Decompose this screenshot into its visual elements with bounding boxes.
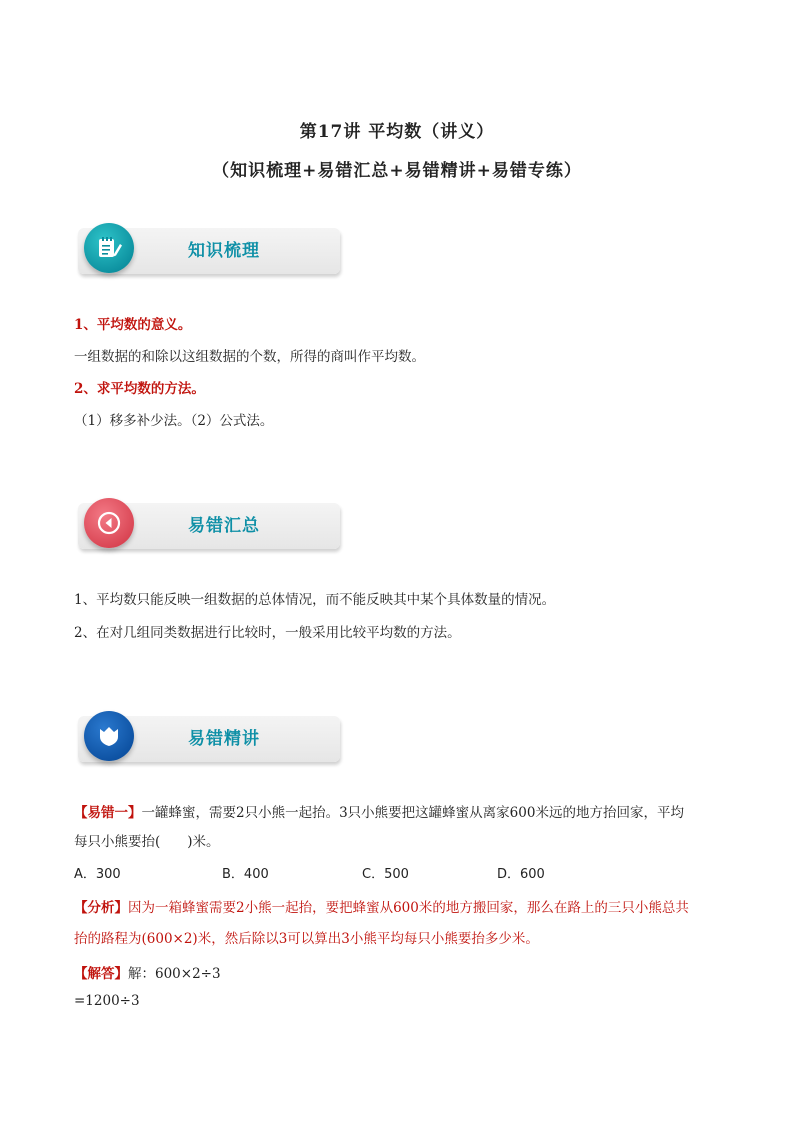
back-arrow-icon xyxy=(84,498,134,548)
summary-item-1: 1、平均数只能反映一组数据的总体情况，而不能反映其中某个具体数量的情况。 xyxy=(74,592,556,608)
option-d: D．600 xyxy=(497,867,545,882)
section-banner-knowledge xyxy=(78,228,340,274)
heading-method: 2、求平均数的方法。 xyxy=(74,381,205,397)
answer-tag: 【解答】 xyxy=(74,966,128,982)
heading-meaning: 1、平均数的意义。 xyxy=(74,317,192,333)
page-subtitle: （知识梳理+易错汇总+易错精讲+易错专练） xyxy=(212,161,582,181)
paragraph-method: （1）移多补少法。（2）公式法。 xyxy=(74,413,274,429)
analysis-line-1 xyxy=(74,896,689,916)
section-banner-errors-summary xyxy=(78,503,340,549)
analysis-tag: 【分析】 xyxy=(74,900,128,916)
notepad-pencil-icon xyxy=(84,223,134,273)
shield-icon xyxy=(84,711,134,761)
section-banner-errors-detail xyxy=(78,716,340,762)
question-line-2: 每只小熊要抬( )米。 xyxy=(74,834,220,850)
analysis-text-1: 因为一箱蜂蜜需要2小熊一起抬，要把蜂蜜从600米的地方搬回家，那么在路上的三只小熊总共 xyxy=(128,900,689,916)
section-banner-label: 易错汇总 xyxy=(188,516,260,536)
section-banner-label: 易错精讲 xyxy=(188,729,260,749)
answer-line xyxy=(74,962,221,982)
paragraph-meaning: 一组数据的和除以这组数据的个数，所得的商叫作平均数。 xyxy=(74,349,425,365)
option-a: A．300 xyxy=(74,867,121,882)
answer-step-2: =1200÷3 xyxy=(74,993,140,1009)
answer-prefix: 解： xyxy=(128,966,155,982)
summary-item-2: 2、在对几组同类数据进行比较时，一般采用比较平均数的方法。 xyxy=(74,625,461,641)
analysis-line-2: 抬的路程为(600×2)米，然后除以3可以算出3小熊平均每只小熊要抬多少米。 xyxy=(74,931,539,947)
section-banner-label: 知识梳理 xyxy=(188,241,260,261)
option-b: B．400 xyxy=(222,867,269,882)
option-c: C．500 xyxy=(362,867,409,882)
question-line-1 xyxy=(74,801,684,821)
answer-step-1: 600×2÷3 xyxy=(155,966,221,982)
question-tag: 【易错一】 xyxy=(74,805,142,821)
question-text-1: 一罐蜂蜜，需要2只小熊一起抬。3只小熊要把这罐蜂蜜从离家600米远的地方抬回家，平均 xyxy=(141,805,684,821)
page-title: 第17讲 平均数（讲义） xyxy=(299,122,495,142)
